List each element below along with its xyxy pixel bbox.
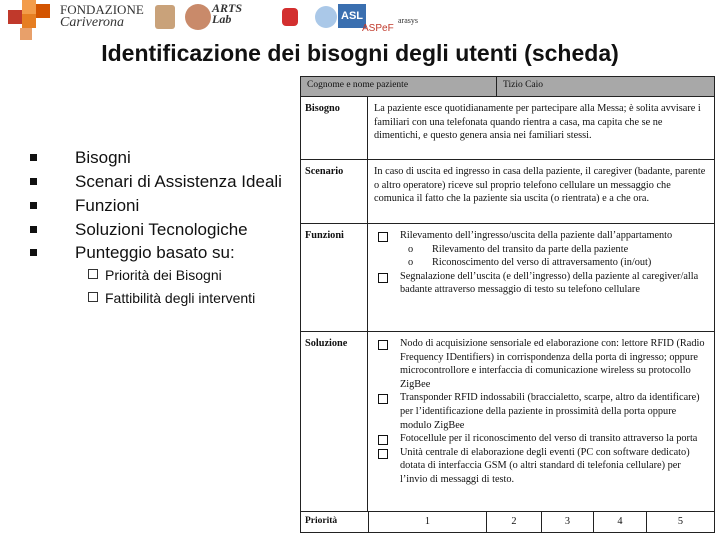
list-item: Segnalazione dell’uscita (e dell’ingresso) della paziente al caregiver/alla badante attraverso messaggio di testo su telefono cellulare <box>374 270 708 297</box>
aspef-logo: ASPeF <box>362 22 394 34</box>
row-content <box>368 332 714 511</box>
priority-cell[interactable]: 5 <box>646 512 714 532</box>
fondazione-cariverona-logo <box>60 3 144 31</box>
square-bullet-icon <box>30 178 37 185</box>
logo-text: Lab <box>212 12 232 26</box>
priority-cell[interactable]: 1 <box>368 512 486 532</box>
patient-row <box>301 77 714 96</box>
patient-name-label: Cognome e nome paziente <box>301 77 497 96</box>
logo-text: ARTS <box>212 1 243 15</box>
scenario-row <box>301 159 714 223</box>
square-bullet-icon <box>30 226 37 233</box>
row-content: La paziente esce quotidianamente per partecipare alla Messa; è solita avvisare i familiari con una telefonata quando rientra a casa, ma capita che se ne dimentichi, e questo genera ansia nei familiari stessi. <box>374 103 701 142</box>
row-label: Priorità <box>305 516 338 526</box>
arasys-logo: arasys <box>398 15 418 25</box>
list-item: Transponder RFID indossabili (braccialetto, scarpe, altro da identificare) per l’identificazione della paziente in prossimità della porta oppure modulo ZigBee <box>374 391 708 432</box>
row-label: Soluzione <box>301 332 368 511</box>
list-item: Unità centrale di elaborazione degli eventi (PC con software dedicato) dotata di interfaccia GSM (o altri standard di telefonia cellulare) per l’invio di messaggi di testo. <box>374 446 708 487</box>
checkbox-bullet-icon <box>88 292 98 302</box>
bullet-text: Soluzioni Tecnologiche <box>75 220 248 239</box>
bullet-text: Bisogni <box>75 148 131 167</box>
bisogno-row <box>301 96 714 159</box>
sub-bullet-text: Fattibilità degli interventi <box>105 290 256 306</box>
logo-bar <box>0 0 460 45</box>
row-label: Bisogno <box>301 97 368 159</box>
logo-text: Cariverona <box>60 15 125 30</box>
asl-logo: ASL <box>338 4 366 28</box>
list-item: Fotocellule per il riconoscimento del verso di transito attraverso la porta <box>374 432 708 446</box>
list-sub-item: o Rilevamento del transito da parte della paziente <box>374 243 708 257</box>
row-content <box>368 224 714 331</box>
needs-sheet-table <box>300 76 715 533</box>
priority-cell[interactable]: 4 <box>593 512 646 532</box>
bullet-text: Funzioni <box>75 196 140 215</box>
arts-lab-logo <box>212 3 242 31</box>
sub-bullet-text: Priorità dei Bisogni <box>105 267 222 283</box>
priorita-row <box>301 511 714 532</box>
soluzione-row <box>301 331 714 511</box>
row-content: In caso di uscita ed ingresso in casa della paziente, il caregiver (badante, parente o altro operatore) riceve sul proprio telefono cellulare un messaggio che comunica il fatto che la paziente sia uscita (o rientrata) e a che ora. <box>374 166 706 205</box>
priority-cell[interactable]: 2 <box>486 512 541 532</box>
list-item: Nodo di acquisizione sensoriale ed elaborazione con: lettore RFID (Radio Frequency IDentifiers) in corrispondenza della porta di ingresso; oppure microcontrollore e interfaccia di comunicazione wireless su protocollo ZigBee <box>374 337 708 391</box>
logo-text: FONDAZIONE <box>60 2 144 17</box>
funzioni-row <box>301 223 714 331</box>
square-bullet-icon <box>30 202 37 209</box>
square-bullet-icon <box>30 154 37 161</box>
checkbox-bullet-icon <box>88 269 98 279</box>
page-title: Identificazione dei bisogni degli utenti (scheda) <box>101 40 619 66</box>
row-label: Funzioni <box>301 224 368 331</box>
bullet-text: Scenari di Assistenza Ideali <box>75 172 282 191</box>
list-sub-item: o Riconoscimento del verso di attraversamento (in/out) <box>374 256 708 270</box>
priority-cell[interactable]: 3 <box>541 512 593 532</box>
patient-name-value: Tizio Caio <box>503 80 544 90</box>
row-label: Scenario <box>301 160 368 223</box>
list-item: Rilevamento dell’ingresso/uscita della paziente dall’appartamento <box>374 229 708 243</box>
square-bullet-icon <box>30 249 37 256</box>
bullet-text: Punteggio basato su: <box>75 243 235 262</box>
